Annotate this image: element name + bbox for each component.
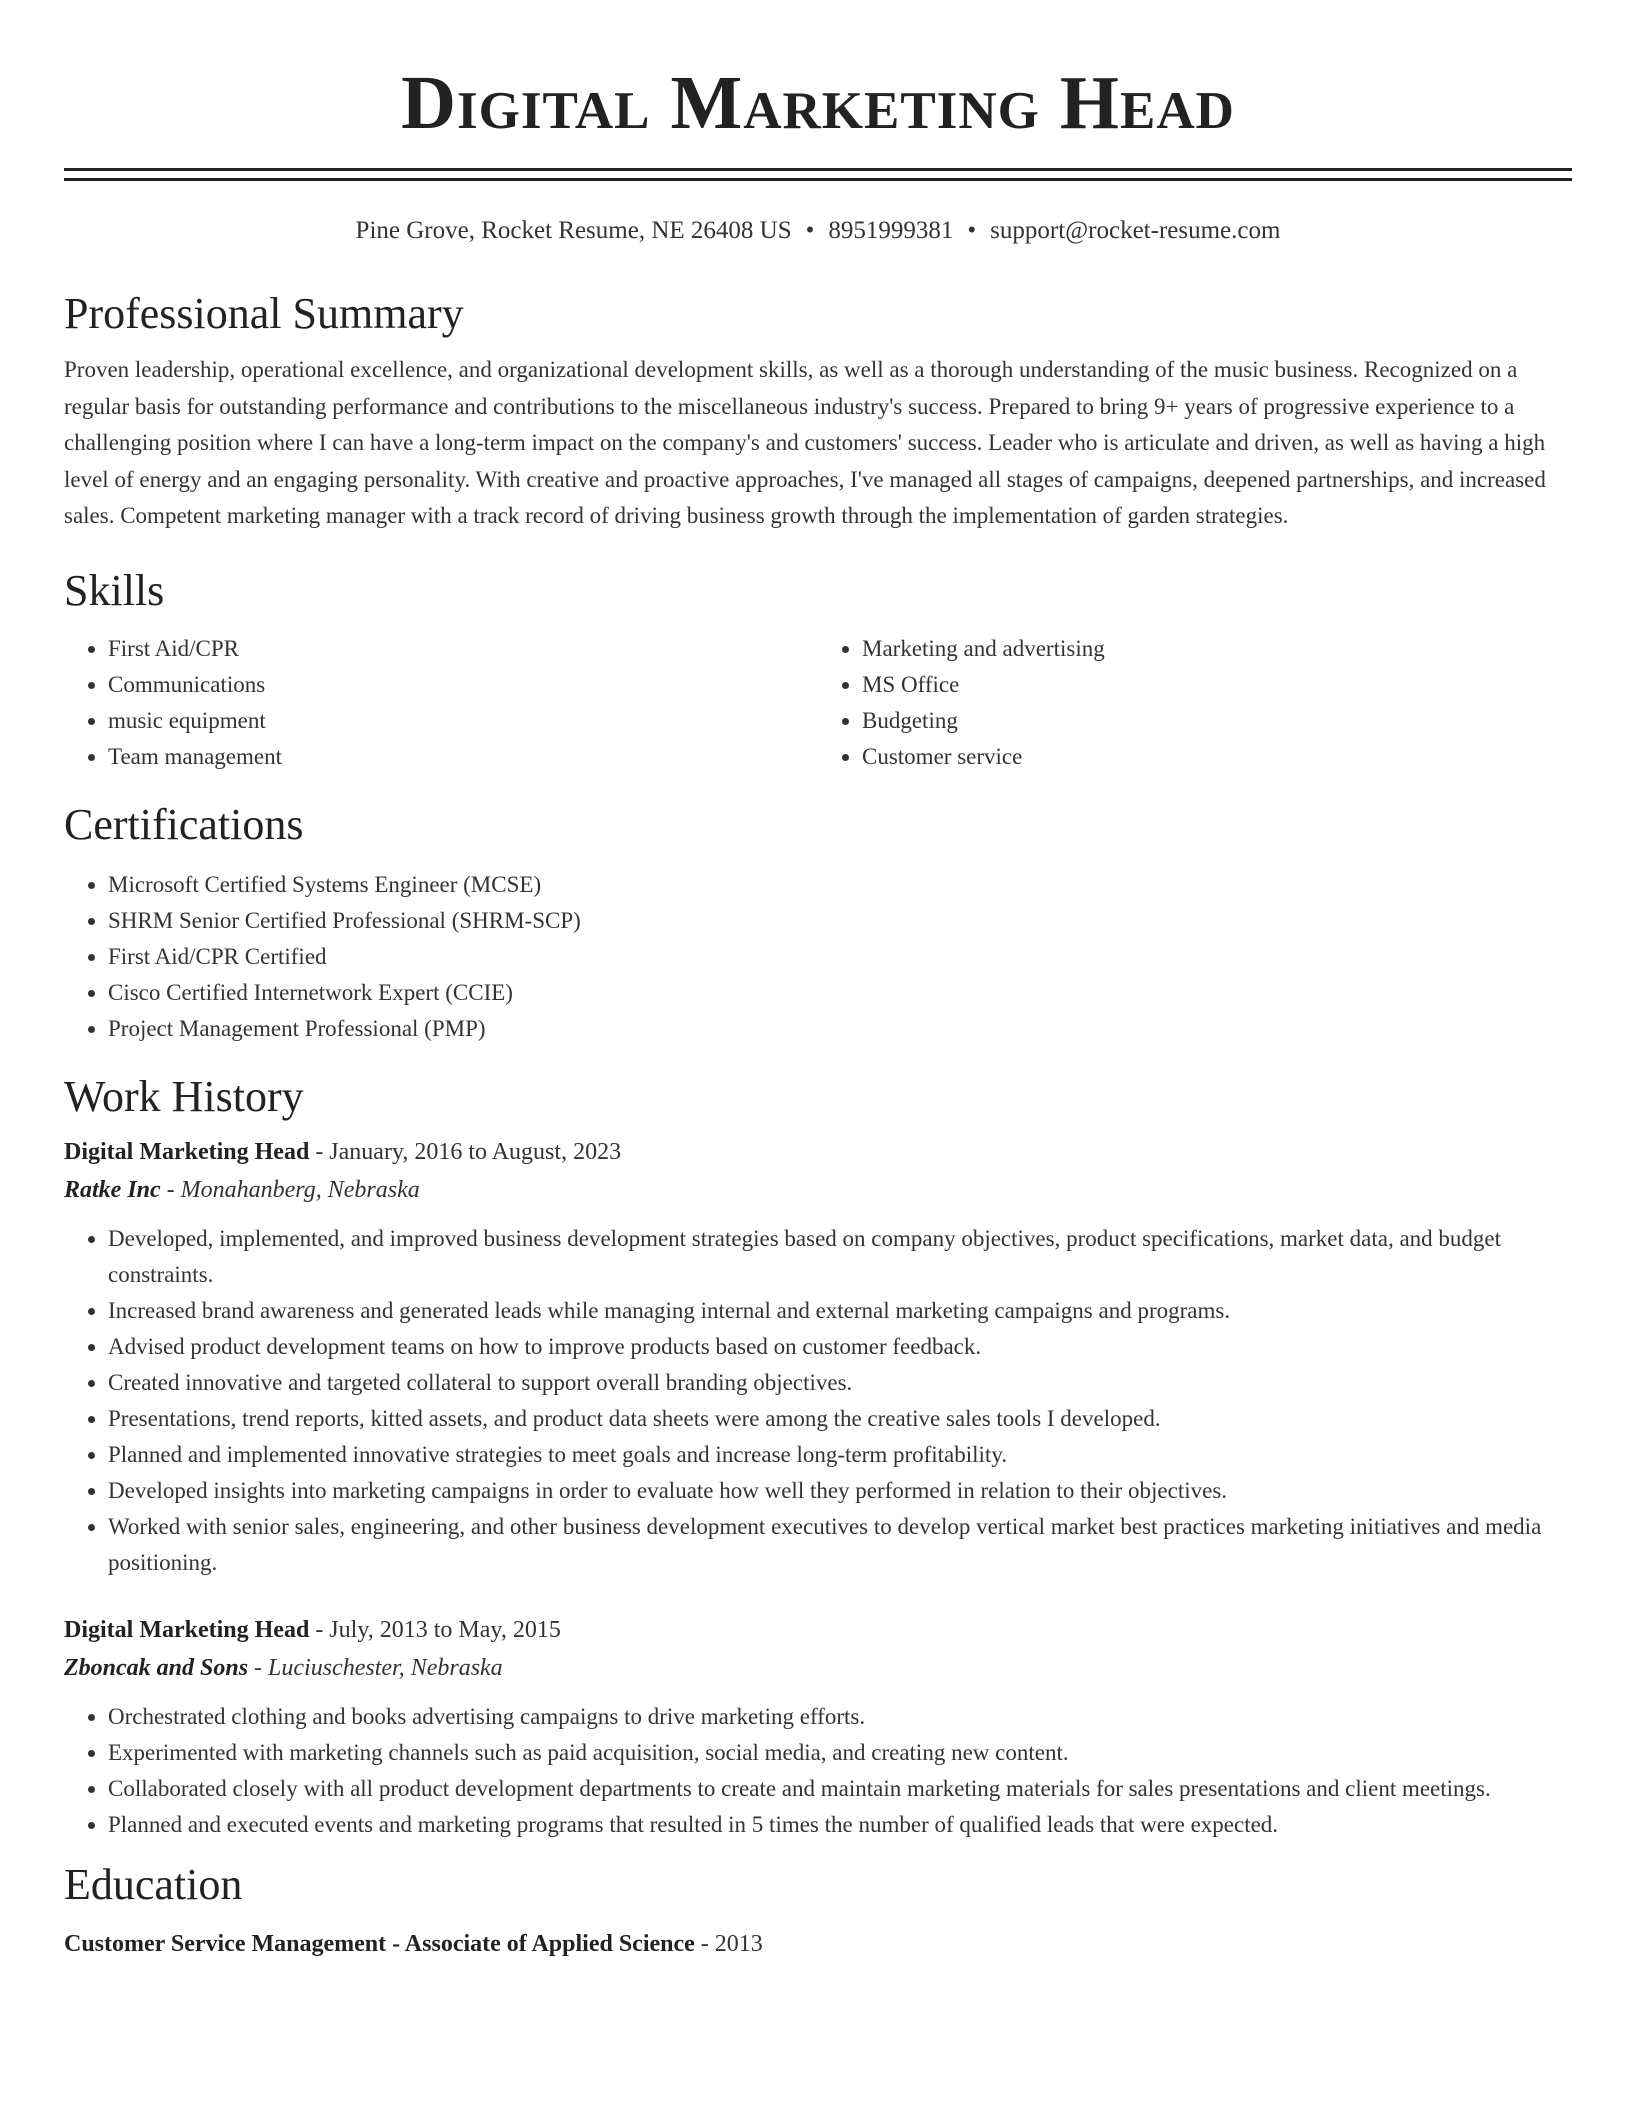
job-location: - Luciuschester, Nebraska (254, 1654, 503, 1681)
job-bullet: • Experimented with marketing channels such as paid acquisition, social media, and creating new content. (108, 1735, 1572, 1771)
job-header (64, 1133, 1572, 1171)
education-entry (64, 1925, 1572, 1963)
job-company: Ratke Inc (64, 1176, 161, 1203)
title-divider-thick (64, 168, 1572, 171)
job-bullet: • Developed, implemented, and improved business development strategies based on company objectives, product specifications, market data, and budget constraints. (108, 1221, 1572, 1293)
skill-item: • Marketing and advertising (862, 631, 1572, 667)
job-entry (64, 1133, 1572, 1581)
title-divider-thin (64, 178, 1572, 181)
job-bullet: • Orchestrated clothing and books advertising campaigns to drive marketing efforts. (108, 1699, 1572, 1735)
job-title: Digital Marketing Head (64, 1616, 310, 1643)
job-bullet: • Increased brand awareness and generated leads while managing internal and external marketing campaigns and programs. (108, 1293, 1572, 1329)
job-employer (64, 1649, 1572, 1687)
contact-address: Pine Grove, Rocket Resume, NE 26408 US (355, 217, 792, 244)
education-degree: Customer Service Management - Associate of Applied Science (64, 1930, 695, 1957)
certification-item: • Project Management Professional (PMP) (108, 1011, 1572, 1047)
certification-item: • Microsoft Certified Systems Engineer (MCSE) (108, 867, 1572, 903)
skill-item: • Team management (108, 739, 818, 775)
skill-item: • Communications (108, 667, 818, 703)
job-dates: - July, 2013 to May, 2015 (315, 1616, 561, 1643)
job-company: Zboncak and Sons (64, 1654, 249, 1681)
contact-separator: • (805, 217, 815, 244)
page-title: Digital Marketing Head (401, 61, 1235, 145)
job-dates: - January, 2016 to August, 2023 (315, 1138, 622, 1165)
certification-item: • First Aid/CPR Certified (108, 939, 1572, 975)
resume-page (64, 0, 1572, 1963)
skill-item: • First Aid/CPR (108, 631, 818, 667)
contact-separator: • (967, 217, 977, 244)
skill-item: • music equipment (108, 703, 818, 739)
job-bullet: • Planned and implemented innovative strategies to meet goals and increase long-term profitability. (108, 1437, 1572, 1473)
certification-item: • SHRM Senior Certified Professional (SHRM-SCP) (108, 903, 1572, 939)
contact-phone: 8951999381 (828, 217, 954, 244)
skills-column-right (818, 631, 1572, 775)
job-entry (64, 1611, 1572, 1843)
skills-grid (64, 631, 1572, 775)
skill-item: • Budgeting (862, 703, 1572, 739)
job-bullet-list (64, 1221, 1572, 1581)
job-bullet: • Created innovative and targeted collateral to support overall branding objectives. (108, 1365, 1572, 1401)
section-heading-work-history: Work History (64, 1071, 304, 1121)
section-heading-skills: Skills (64, 565, 165, 615)
job-bullet: • Collaborated closely with all product development departments to create and maintain marketing materials for sales presentations and client meetings. (108, 1771, 1572, 1807)
section-heading-summary: Professional Summary (64, 289, 464, 338)
skills-column-left (64, 631, 818, 775)
job-bullet: • Advised product development teams on how to improve products based on customer feedback. (108, 1329, 1572, 1365)
contact-email: support@rocket-resume.com (990, 217, 1281, 244)
job-title: Digital Marketing Head (64, 1138, 310, 1165)
job-bullet-list (64, 1699, 1572, 1843)
section-heading-education: Education (64, 1859, 243, 1909)
certifications-list (64, 867, 1572, 1047)
job-bullet: • Worked with senior sales, engineering, and other business development executives to develop vertical market best practices marketing initiatives and media positioning. (108, 1509, 1572, 1581)
skill-item: • Customer service (862, 739, 1572, 775)
certification-item: • Cisco Certified Internetwork Expert (CCIE) (108, 975, 1572, 1011)
education-year: - 2013 (700, 1930, 763, 1957)
job-bullet: • Planned and executed events and marketing programs that resulted in 5 times the number of qualified leads that were expected. (108, 1807, 1572, 1843)
contact-line (64, 214, 1572, 248)
skill-item: • MS Office (862, 667, 1572, 703)
job-bullet: • Presentations, trend reports, kitted assets, and product data sheets were among the creative sales tools I developed. (108, 1401, 1572, 1437)
summary-text: Proven leadership, operational excellence, and organizational development skills, as well as a thorough understanding of the music business. Recognized on a regular basis for outstanding performance and contributions to the miscellaneous industry's success. Prepared to bring 9+ years of progressive experience to a challenging position where I can have a long-term impact on the company's and customers' success. Leader who is articulate and driven, as well as having a high level of energy and an engaging personality. With creative and proactive approaches, I've managed all stages of campaigns, deepened partnerships, and increased sales. Competent marketing manager with a track record of driving business growth through the implementation of garden strategies. (64, 357, 1546, 528)
job-location: - Monahanberg, Nebraska (166, 1176, 420, 1203)
job-header (64, 1611, 1572, 1649)
job-bullet: • Developed insights into marketing campaigns in order to evaluate how well they performed in relation to their objectives. (108, 1473, 1572, 1509)
section-heading-certifications: Certifications (64, 799, 304, 849)
job-employer (64, 1171, 1572, 1209)
